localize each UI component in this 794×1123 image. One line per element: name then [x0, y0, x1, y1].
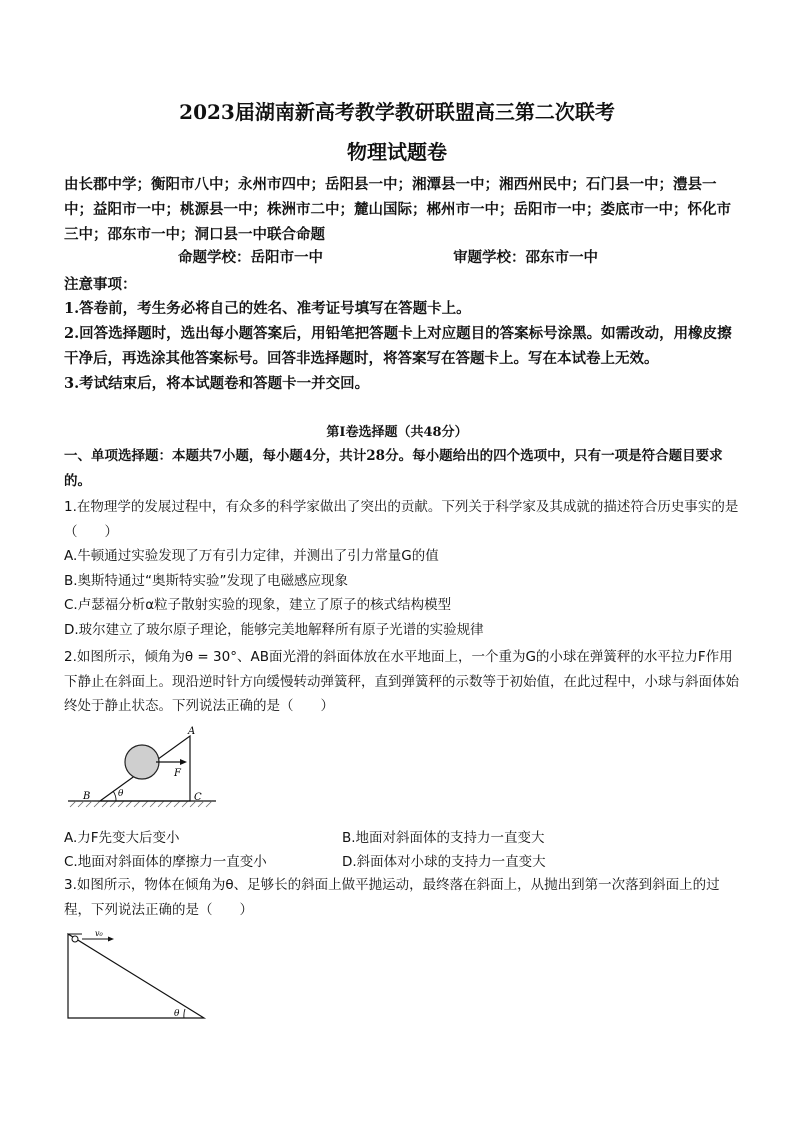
exam-subtitle: 物理试题卷: [347, 140, 447, 164]
label-f: F: [174, 768, 181, 779]
question-2-stem: 2.如图所示，倾角为θ = 30°、AB面光滑的斜面体放在水平地面上，一个重为G的小球在弹簧秤的水平拉力F作用下静止在斜面上。现沿逆时针方向缓慢转动弹簧秤，直到弹簧秤的示数等于初始值，在此过程中，小球与斜面体始终处于静止状态。下列说法正确的是（ ）: [64, 649, 739, 714]
section-title: 第Ⅰ卷选择题（共48分）: [326, 425, 468, 440]
label-theta: θ: [118, 789, 124, 799]
option-b: B.奥斯特通过“奥斯特实验”发现了电磁感应现象: [64, 572, 349, 589]
note-item: 3.考试结束后，将本试题卷和答题卡一并交回。: [64, 375, 370, 392]
incline-spring-figure: [66, 722, 226, 822]
option-a: A.力F先变大后变小: [64, 830, 180, 846]
label-b: B: [83, 791, 91, 802]
projectile-incline-figure: [62, 928, 212, 1024]
option-b: B.地面对斜面体的支持力一直变大: [342, 830, 545, 846]
setter-schools: 由长郡中学；衡阳市八中；永州市四中；岳阳县一中；湘潭县一中；湘西州民中；石门县一中；澧县一中；益阳市一中；桃源县一中；株洲市二中；麓山国际；郴州市一中；岳阳市一中；娄底市一中；怀化市三中；邵东市一中；洞口县一中联合命题: [64, 176, 731, 243]
question-2-options: [64, 826, 740, 874]
note-item: 1.答卷前，考生务必将自己的姓名、准考证号填写在答题卡上。: [64, 300, 471, 317]
question-1: [64, 495, 740, 642]
proposer-reviewer: [178, 246, 598, 267]
question-stem: 1.在物理学的发展过程中，有众多的科学家做出了突出的贡献。下列关于科学家及其成就的描述符合历史事实的是（ ）: [64, 499, 739, 540]
option-c: C.卢瑟福分析α粒子散射实验的现象，建立了原子的核式结构模型: [64, 597, 452, 613]
notes-list: [64, 296, 740, 396]
part-instructions: 一、单项选择题：本题共7小题，每小题4分，共计28分。每小题给出的四个选项中，只有一项是符合题目要求的。: [64, 448, 723, 489]
question-3-stem: 3.如图所示，物体在倾角为θ、足够长的斜面上做平抛运动，最终落在斜面上，从抛出到第一次落到斜面上的过程，下列说法正确的是（ ）: [64, 877, 720, 918]
label-a: A: [188, 726, 196, 737]
label-theta: θ: [174, 1009, 180, 1019]
option-c: C.地面对斜面体的摩擦力一直变小: [64, 854, 267, 870]
proposer-school: 命题学校：岳阳市一中: [178, 249, 323, 266]
label-c: C: [194, 792, 202, 803]
option-a: A.牛顿通过实验发现了万有引力定律，并测出了引力常量G的值: [64, 548, 439, 564]
option-d: D.玻尔建立了玻尔原子理论，能够完美地解释所有原子光谱的实验规律: [64, 621, 484, 638]
notes-heading: 注意事项：: [64, 276, 137, 293]
label-v0: v₀: [95, 929, 103, 938]
note-item: 2.回答选择题时，选出每小题答案后，用铅笔把答题卡上对应题目的答案标号涂黑。如需改动，用橡皮擦干净后，再选涂其他答案标号。回答非选择题时，将答案写在答题卡上。写在本试卷上无效。: [64, 325, 732, 367]
option-d: D.斜面体对小球的支持力一直变大: [342, 854, 546, 870]
exam-title: 2023届湖南新高考教学教研联盟高三第二次联考: [179, 100, 615, 124]
reviewer-school: 审题学校：邵东市一中: [453, 249, 599, 266]
